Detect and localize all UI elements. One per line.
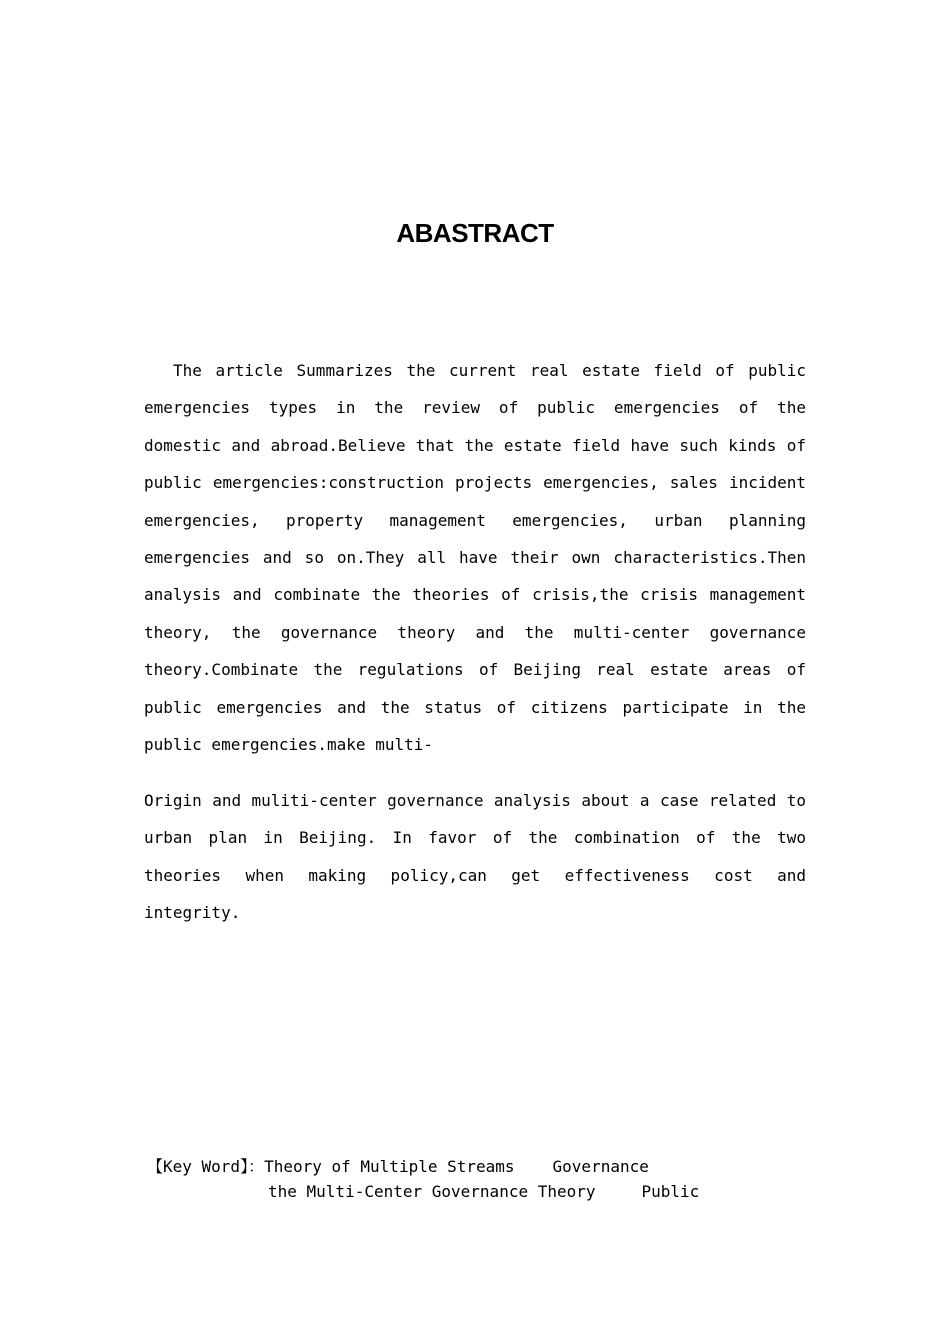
abstract-paragraph-2: Origin and muliti-center governance analysis about a case related to urban plan in Beijing. In favor of the combination of the two theories when making policy,can get effectiveness cost and integrity. [144,791,806,923]
keyword-item: the Multi-Center Governance Theory [268,1182,596,1201]
keyword-item: Public [641,1182,700,1201]
keywords-line-1 [147,1154,847,1179]
abstract-paragraph-1: The article Summarizes the current real estate field of public emergencies types in the review of public emergencies of the domestic and abroad.Believe that the estate field have such kinds of public emergencies:construction projects emergencies, sales incident emergencies, property management emergencies, urban planning emergencies and so on.They all have their own characteristics.Then analysis and combinate the theories of crisis,the crisis management theory, the governance theory and the multi-center governance theory.Combinate the regulations of Beijing real estate areas of public emergencies and the status of citizens participate in the public emergencies.make multi- [144,361,806,755]
page-title: ABASTRACT [396,218,554,248]
keywords-label: 【Key Word】： [147,1157,265,1176]
keywords-line-2 [147,1179,847,1204]
keyword-item: Governance [552,1157,649,1176]
keywords-section [147,1154,847,1204]
keyword-item: Theory of Multiple Streams [264,1157,515,1176]
